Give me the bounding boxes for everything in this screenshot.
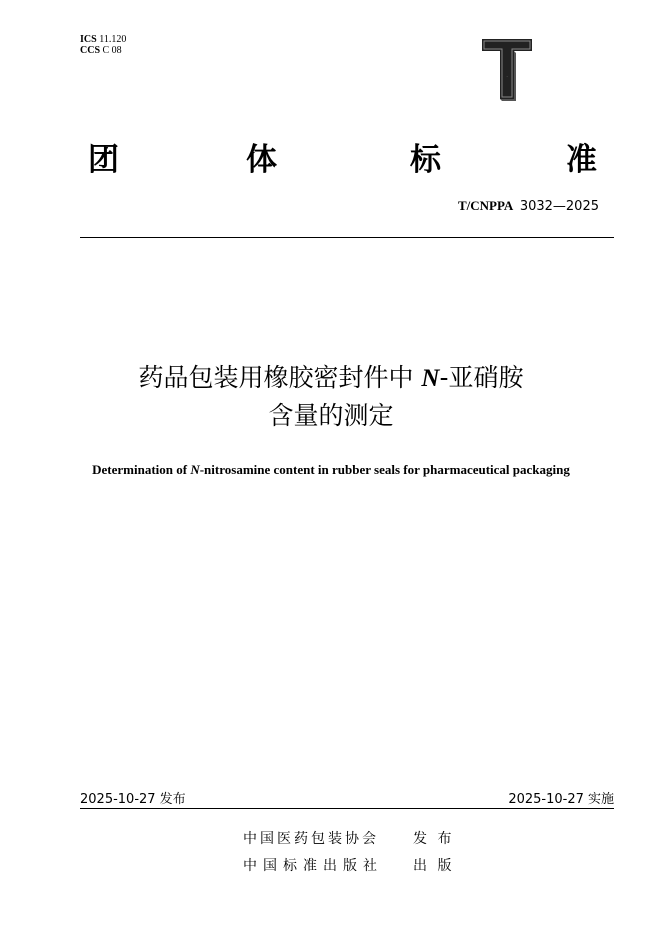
classification-codes: [80, 34, 126, 56]
ccs-code: CCS C 08: [80, 45, 122, 56]
ics-code: ICS 11.120: [80, 34, 127, 45]
t-standard-logo: [480, 37, 534, 103]
publisher-org: 中国医药包装协会: [243, 831, 379, 847]
bottom-divider: [80, 808, 614, 809]
title-en: Determination of N-nitrosamine content in rubber seals for pharmaceutical packaging: [92, 462, 570, 477]
standard-type-char: 团: [88, 142, 119, 178]
title-zh-line2: 含量的测定: [268, 401, 394, 430]
top-divider: [80, 237, 614, 238]
publisher-org: 中国标准出版社: [243, 858, 383, 874]
issue-date: 2025-10-27 发布: [80, 792, 186, 807]
publisher-action: 发 布: [413, 831, 455, 847]
logo-letter: T: [506, 77, 508, 78]
publisher-action: 出 版: [413, 858, 455, 874]
standard-type-char: 体: [246, 142, 277, 178]
standard-type-char: 标: [410, 142, 441, 178]
title-zh-line1: 药品包装用橡胶密封件中 N-亚硝胺: [138, 363, 524, 392]
standard-number: T/CNPPA 3032—2025: [457, 198, 599, 214]
implement-date: 2025-10-27 实施: [508, 792, 614, 807]
standard-type: [88, 134, 608, 178]
standard-type-char: 准: [566, 142, 597, 178]
